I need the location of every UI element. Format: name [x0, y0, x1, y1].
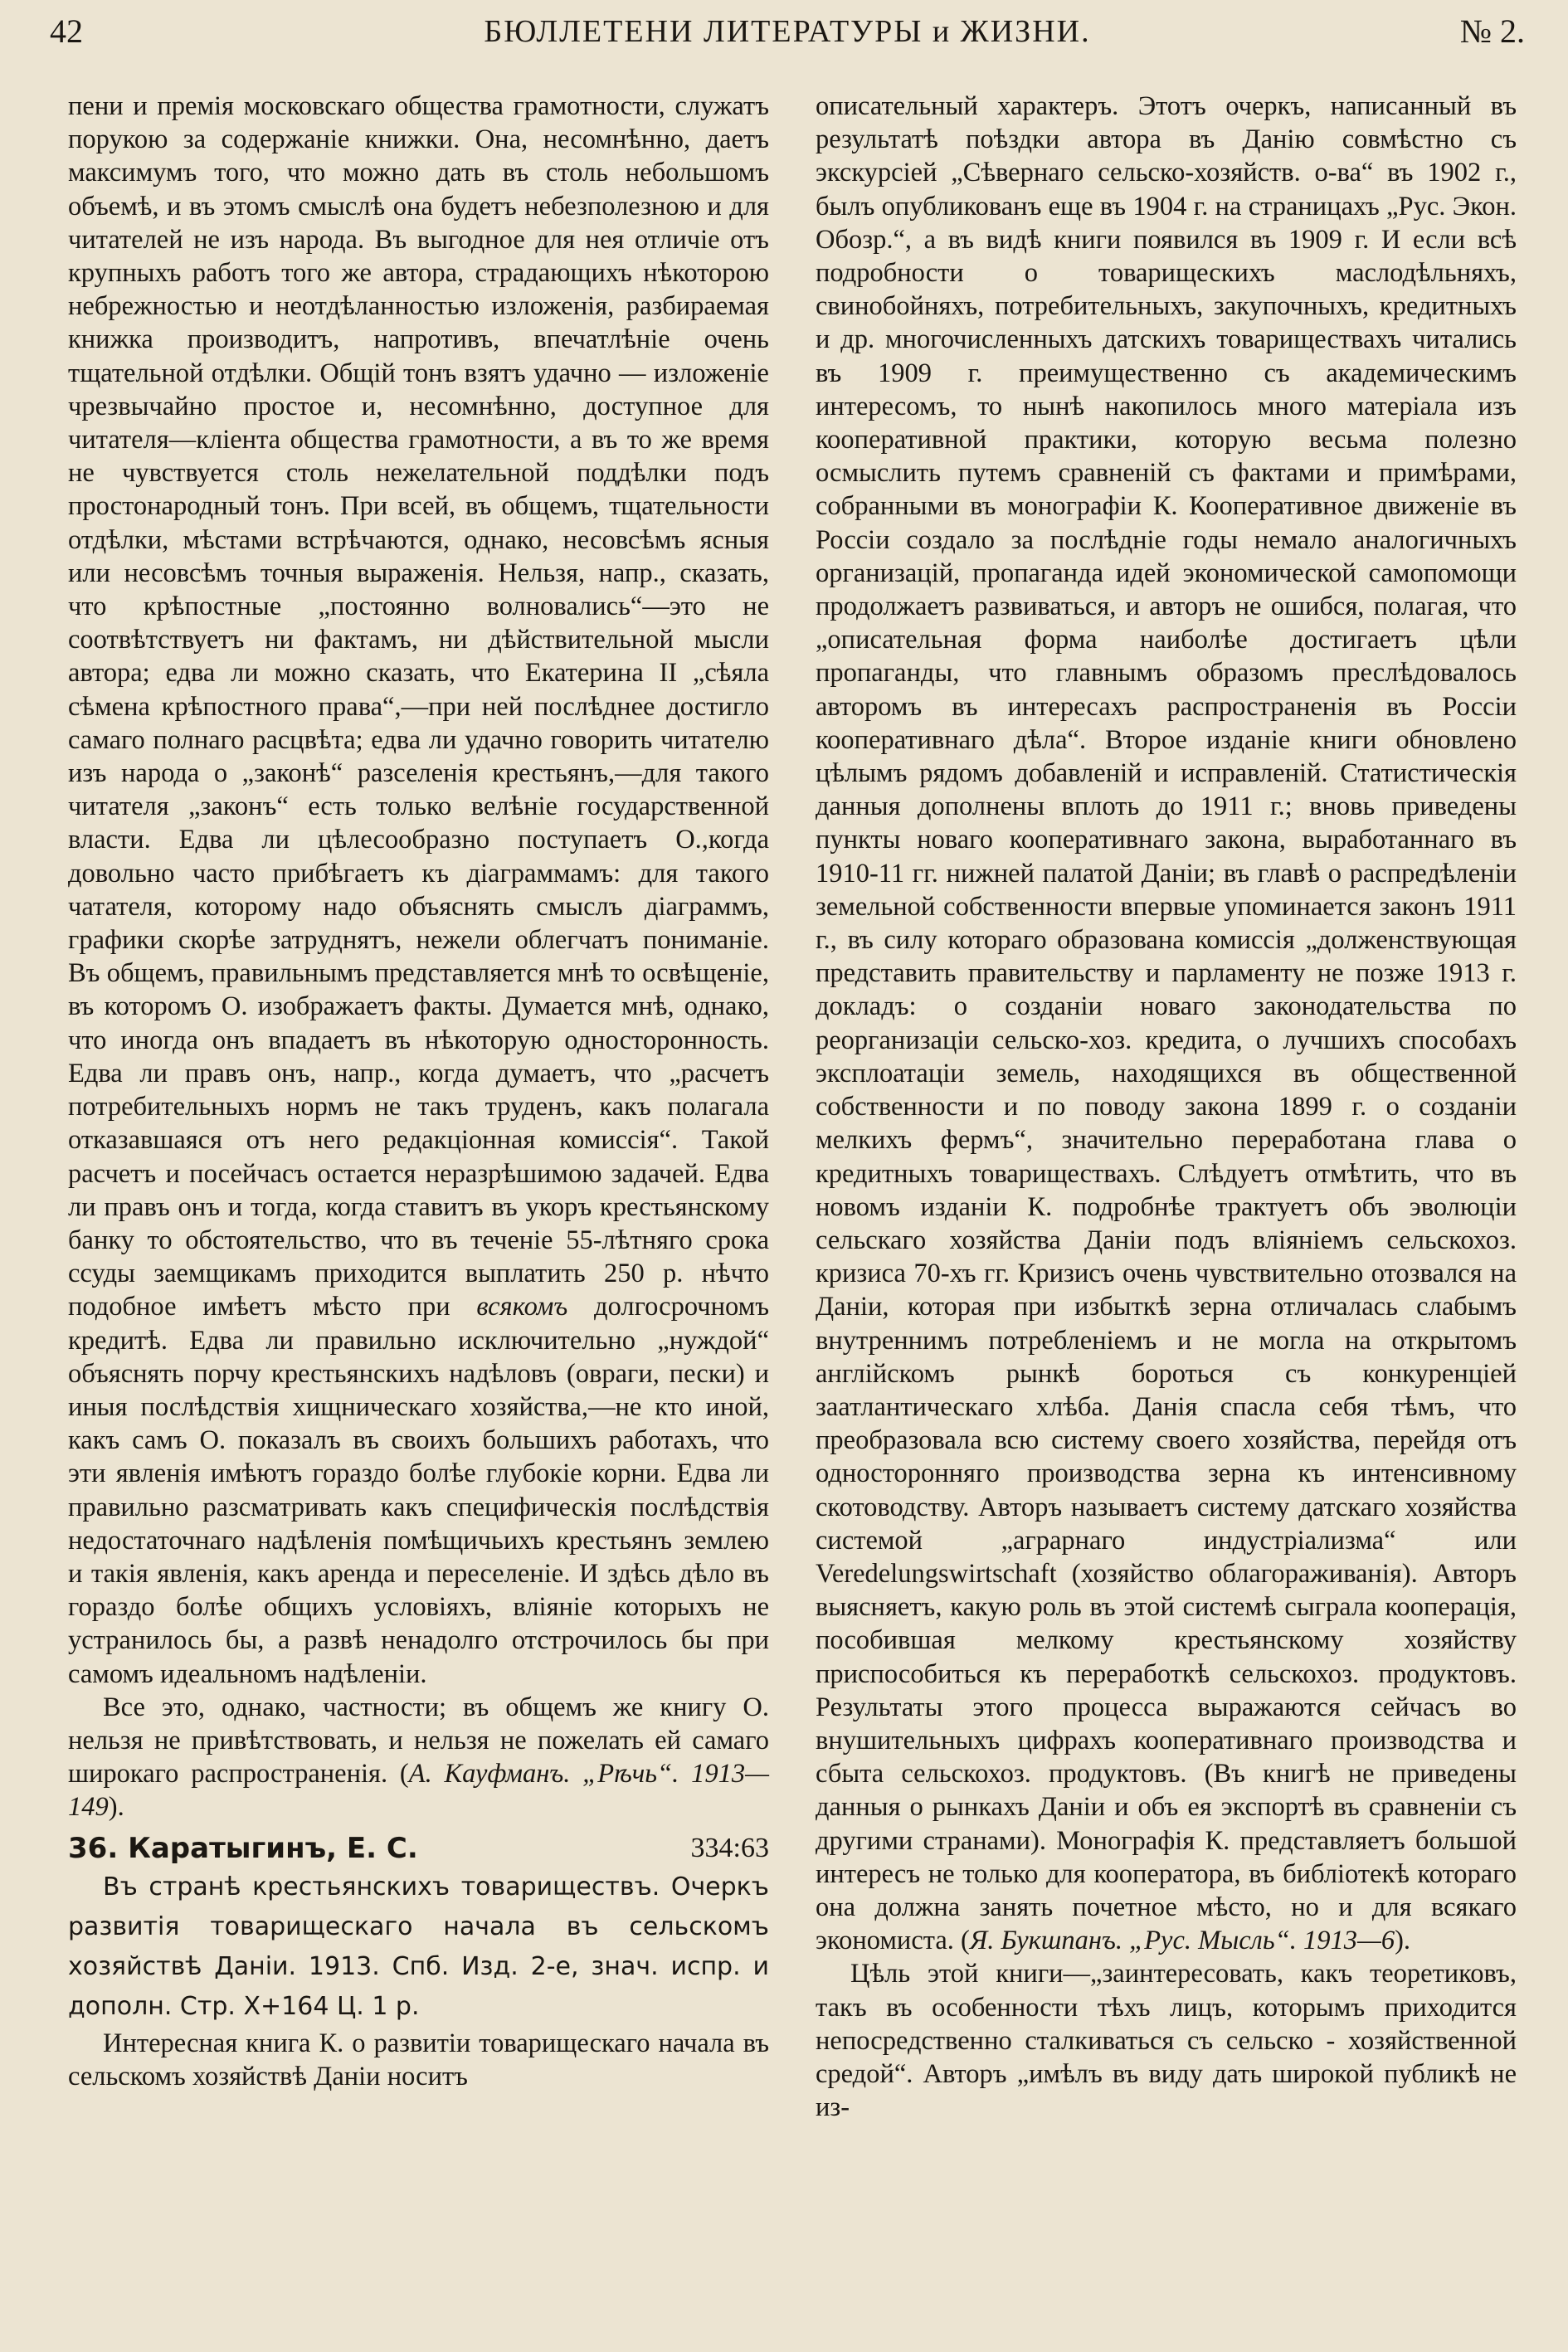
citation-close-2: ).: [1395, 1926, 1411, 1956]
conclusion-text: Все это, однако, частности; въ общемъ же книгу О. нельзя не привѣтствовать, и нельзя не пожелать ей самаго широкаго распространенія. (: [68, 1692, 769, 1790]
running-header: [50, 12, 1525, 61]
page-number: 42: [50, 12, 83, 50]
continuation-text: описательный характеръ. Этотъ очеркъ, написанный въ результатѣ поѣздки автора въ Данію совмѣстно съ экскурсіей „Сѣвернаго сельско-хозяйств. о-ва“ въ 1902 г., былъ опубликованъ еще въ 1904 г. на страницахъ „Рус. Экон. Обозр.“, а въ видѣ книги появился въ 1909 г. И если всѣ подробности о товарищескихъ маслодѣльняхъ, свинобойняхъ, потребительныхъ, закупочныхъ, кредитныхъ и др. многочисленныхъ датскихъ товариществахъ читались въ 1909 г. преимущественно съ академическимъ интересомъ, то нынѣ накопилось много матеріала изъ кооперативной практики, которую весьма полезно осмыслить путемъ сравненій съ фактами и примѣрами, собранными въ монографіи К. Кооперативное движеніе въ Россіи создало за послѣдніе годы немало аналогичныхъ организацій, пропаганда идей экономической самопомощи продолжаетъ развиваться, и авторъ не ошибся, полагая, что „описательная форма наиболѣе достигаетъ цѣли пропаганды, что главнымъ образомъ преслѣдовалось авторомъ въ интересахъ распространенія въ Россіи кооперативнаго дѣла“. Второе изданіе книги обновлено цѣлымъ рядомъ добавленій и исправленій. Статистическія данныя дополнены вплоть до 1911 г.; вновь приведены пункты новаго кооперативнаго закона, выработаннаго въ 1910-11 гг. нижней палатой Даніи; въ главѣ о распредѣленіи земельной собственности впервые упоминается законъ 1911 г., въ силу котораго образована комиссія „долженствующая представить правительству и парламенту не позже 1913 г. докладъ: о созданіи новаго законодательства по реорганизаціи сельско-хоз. кредита, о лучшихъ способахъ эксплоатаціи земель, находящихся въ общественной собственности и по поводу закона 1899 г. о созданіи мелкихъ фермъ“, значительно переработана глава о кредитныхъ товариществахъ. Слѣдуетъ отмѣтить, что въ новомъ изданіи К. подробнѣе трактуетъ объ эволюціи сельскаго хозяйства Даніи подъ вліяніемъ сельскохоз. кризиса 70-хъ гг. Кризисъ очень чувствительно отозвался на Даніи, которая при избыткѣ зерна отличалась слабымъ внутреннимъ потребленіемъ и не могла на открытомъ англійскомъ рынкѣ бороться съ конкуренціей заатлантическаго хлѣба. Данія спасла себя тѣмъ, что преобразовала всю систему своего хозяйства, перейдя отъ односторонняго производства зерна къ интенсивному скотоводству. Авторъ называетъ систему датскаго хозяйства системой „аграрнаго индустріализма“ или Veredelungswirtschaft (хозяйство облагораживанія). Авторъ выясняетъ, какую роль въ этой системѣ сыграла кооперація, пособившая мелкому крестьянскому хозяйству приспособиться къ переработкѣ сельскохоз. продуктовъ. Результаты этого процесса выражаются сейчасъ во внушительныхъ цифрахъ кооперативнаго производства и сбыта сельскохоз. продуктовъ. (Въ книгѣ не приведены данныя о рынкахъ Даніи и объ ея экспортѣ въ сравненіи съ другими странами). Монографія К. представляетъ большой интересъ не только для кооператора, въ библіотекѣ котораго она должна занять почетное мѣсто, но и для всякаго экономиста. (: [816, 91, 1517, 1956]
running-title: БЮЛЛЕТЕНИ ЛИТЕРАТУРЫ и ЖИЗНИ.: [484, 14, 1091, 49]
review-conclusion: [68, 1691, 769, 1824]
reviewer-citation: А. Кауфманъ. „Рѣчь“. 1913—149: [68, 1759, 769, 1823]
review-paragraph: [68, 90, 769, 1691]
entry-bibliographic-description: Въ странѣ крестьянскихъ товариществъ. Очеркъ развитія товарищескаго начала въ сельскомъ хозяйствѣ Даніи. 1913. Спб. Изд. 2-е, знач. испр. и дополн. Стр. X+164 Ц. 1 р.: [68, 1872, 769, 2021]
left-column: [68, 90, 769, 2093]
right-column: [816, 90, 1517, 2124]
citation-close: ).: [108, 1792, 124, 1823]
italic-word: всякомъ: [476, 1292, 568, 1322]
entry-code: 334:63: [690, 1832, 769, 1863]
reviewer-citation-2: Я. Букшпанъ. „Рус. Мысль“. 1913—6: [969, 1926, 1395, 1956]
bibliography-entry: [68, 1829, 769, 2027]
entry-heading: [68, 1829, 769, 1867]
entry-author: 36. Каратыгинъ, Е. С.: [68, 1831, 418, 1865]
review-text-end: долгосрочномъ кредитѣ. Едва ли правильно исключительно „нуждой“ объяснять порчу крестьянскихъ надѣловъ (овраги, пески) и иныя послѣдствія хищническаго хозяйства,—не кто иной, какъ самъ О. показалъ въ своихъ большихъ работахъ, что эти явленія имѣютъ гораздо болѣе глубокіе корни. Едва ли правильно разсматривать какъ специфическія послѣдствія недостаточнаго надѣленія помѣщичьихъ крестьянъ землею и такія явленія, какъ аренда и переселеніе. И здѣсь дѣло въ гораздо болѣе общихъ условіяхъ, вліяніе которыхъ не устранилось бы, а развѣ ненадолго отстрочилось бы при самомъ идеальномъ надѣленіи.: [68, 1292, 770, 1689]
issue-number: № 2.: [1459, 12, 1525, 50]
review-continuation: [816, 90, 1517, 1957]
second-review-start: Цѣль этой книги—„заинтересовать, какъ теоретиковъ, такъ въ особенности тѣхъ лицъ, которымъ приходится непосредственно сталкиваться съ сельско - хозяйственной средой“. Авторъ „имѣлъ въ виду дать широкой публикѣ не из-: [816, 1959, 1517, 2123]
entry-review-start: Интересная книга К. о развитіи товарищескаго начала въ сельскомъ хозяйствѣ Даніи носитъ: [68, 2028, 769, 2091]
review-text: пени и премія московскаго общества грамотности, служатъ порукою за содержаніе книжки. Она, несомнѣнно, даетъ максимумъ того, что можно дать въ столь небольшомъ объемѣ, и въ этомъ смыслѣ она будетъ небезполезною и для читателей не изъ народа. Въ выгодное для нея отличіе отъ крупныхъ работъ того же автора, страдающихъ нѣкоторою небрежностью и неотдѣланностью изложенія, разбираемая книжка производитъ, напротивъ, впечатлѣніе очень тщательной отдѣлки. Общій тонъ взятъ удачно — изложеніе чрезвычайно простое и, несомнѣнно, доступное для читателя—кліента общества грамотности, а въ то же время не чувствуется столь нежелательной поддѣлки подъ простонародный тонъ. При всей, въ общемъ, тщательности отдѣлки, мѣстами встрѣчаются, однако, несовсѣмъ ясныя или несовсѣмъ точныя выраженія. Нельзя, напр., сказать, что крѣпостные „постоянно волновались“—это не соотвѣтствуетъ ни фактамъ, ни дѣйствительной мысли автора; едва ли можно сказать, что Екатерина II „сѣяла сѣмена крѣпостного права“,—при ней послѣднее достигло самаго полнаго расцвѣта; едва ли удачно говорить читателю изъ народа о „законѣ“ разселенія крестьянъ,—для такого читателя „законъ“ есть только велѣніе государственной власти. Едва ли цѣлесообразно поступаетъ О.,когда довольно часто прибѣгаетъ къ діаграммамъ: для такого чатателя, которому надо объяснять смыслъ діаграммъ, графики скорѣе затруднятъ, нежели облегчатъ пониманіе. Въ общемъ, правильнымъ представляется мнѣ то освѣщеніе, въ которомъ О. изображаетъ факты. Думается мнѣ, однако, что иногда онъ впадаетъ въ нѣкоторую односторонность. Едва ли правъ онъ, напр., когда думаетъ, что „расчетъ потребительныхъ нормъ не такъ труденъ, какъ полагала отказавшаяся отъ него редакціонная комиссія“. Такой расчетъ и посейчасъ остается неразрѣшимою задачей. Едва ли правъ онъ и тогда, когда ставитъ въ укоръ крестьянскому банку то обстоятельство, что въ теченіе 55-лѣтняго срока ссуды заемщикамъ приходится выплатить 250 р. нѣчто подобное имѣетъ мѣсто при: [68, 91, 769, 1322]
